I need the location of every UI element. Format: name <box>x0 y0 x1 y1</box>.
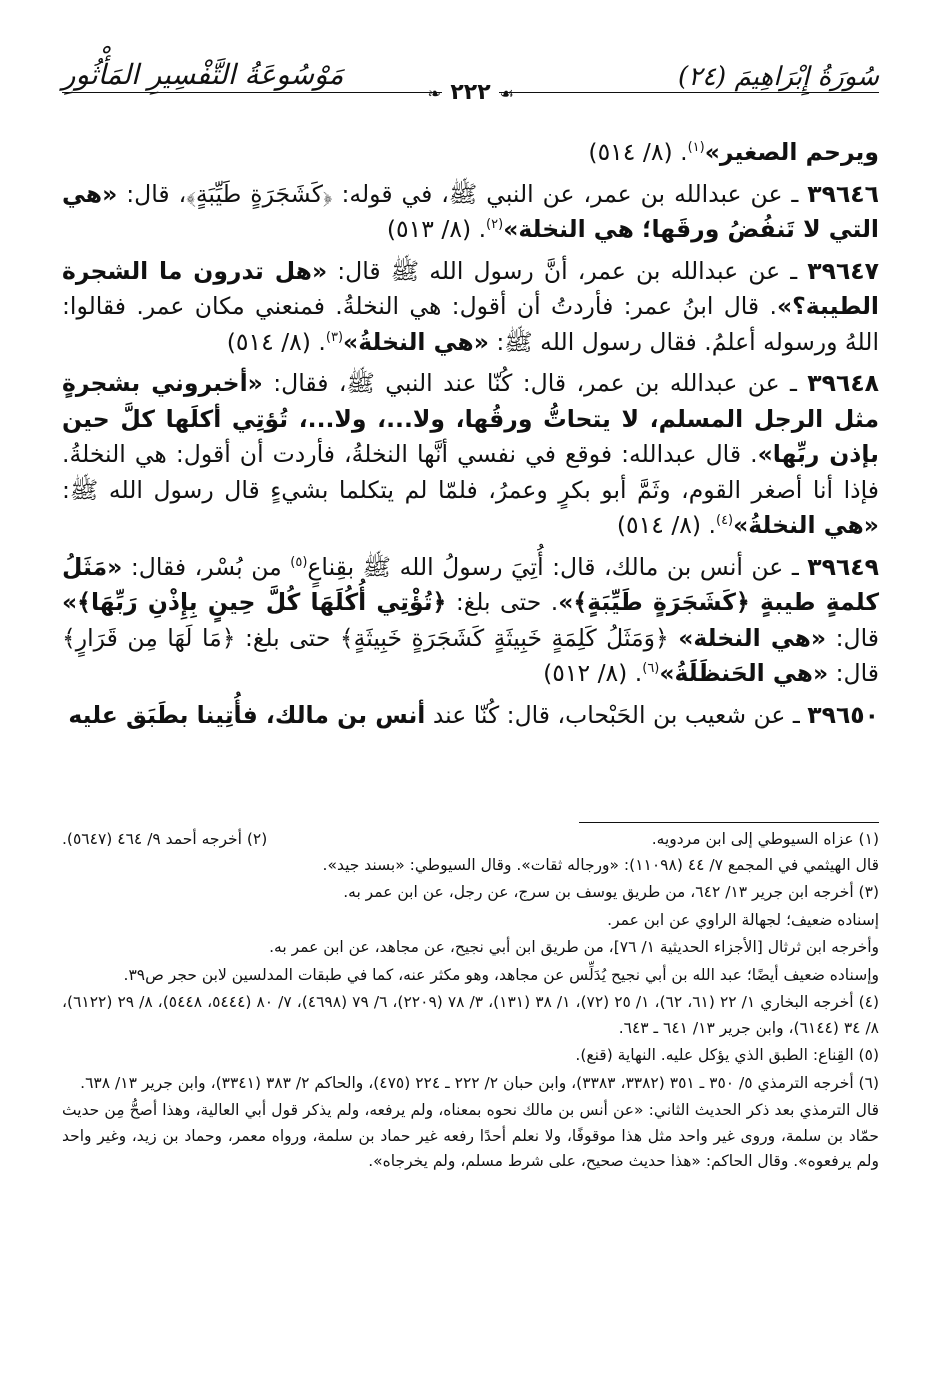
footnote-ref: (١) <box>687 140 705 156</box>
narration-text: ـ عن عبدالله بن عمر، عن النبي ﷺ، في قوله: ﴿كَشَجَرَةٍ طَيِّبَةٍ﴾، قال: <box>117 179 808 208</box>
footnote-3-comment: وأخرجه ابن ثرثال [الأجزاء الحديثية ١/ ٧٦]، من طريق ابن أبي نجيح، عن مجاهد، عن ابن عمر به. <box>269 938 879 956</box>
footnote-4: (٤) أخرجه البخاري ١/ ٢٢ (٦١، ٦٢)، ١/ ٢٥ (٧٢)، ١/ ٣٨ (١٣١)، ٣/ ٧٨ (٢٢٠٩)، ٦/ ٧٩ (٤٦٩٨)، ٧/ ٨٠ (٥٤٤٤، ٥٤٤٨)، ٨/ ٢٩ (٦١٢٢)، ٨/ ٣٤ (٦١٤٤)، وابن جرير ١٣/ ٦٤١ ـ ٦٤٣. <box>62 993 880 1037</box>
hadith-text: «مَثَلُ كلمةٍ طيبةٍ ﴿كَشَجَرَةٍ طَيِّبَةٍ﴾» <box>62 552 879 616</box>
hadith-39648 <box>62 366 879 544</box>
narration-text: . حتى بلغ: <box>446 588 559 616</box>
quran-verse: ﴿تُؤْتِي أُكُلَهَا كُلَّ حِينٍ بِإِذْنِ رَبِّهَا﴾» <box>62 588 447 616</box>
footnote-2: (٢) أخرجه أحمد ٩/ ٤٦٤ (٥٦٤٧). <box>62 830 268 848</box>
footnote-5: (٥) القِناع: الطبق الذي يؤكل عليه. النهاية (قنع). <box>575 1046 879 1064</box>
narration-text: ـ عن أنس بن مالك، قال: أُتِيَ رسولُ الله ﷺ بقِناعٍ <box>307 552 808 581</box>
hadith-text: ويرحم الصغير» <box>704 138 879 166</box>
page-number-box <box>0 80 941 105</box>
hadith-text: «هي النخلةُ» <box>733 511 879 539</box>
hadith-number: ٣٩٦٤٨ <box>807 369 880 397</box>
footnote-ref: (٣) <box>325 329 344 345</box>
hadith-text: «هل تدرون ما الشجرة الطيبة؟» <box>62 256 879 320</box>
footnote-3-comment: وإسناده ضعيف أيضًا؛ عبد الله بن أبي نجيح يُدَلِّس عن مجاهد، وهو مكثر عنه، كما في طبقات المدلسين لابن حجر ص٣٩. <box>123 965 879 984</box>
volume-ref: . (٨/ ٥١٣) <box>386 215 487 243</box>
hadith-39646 <box>62 177 879 248</box>
hadith-39647 <box>62 254 879 361</box>
hadith-39650 <box>62 698 879 734</box>
page-number: ٢٢٢ <box>442 80 498 105</box>
narration-text: من بُسْر، فقال: <box>122 552 291 581</box>
surah-title: سُورَةُ إِبْرَاهِيمَ (٢٤) <box>677 62 879 92</box>
hadith-text: «هي النخلةُ» <box>343 327 489 356</box>
volume-ref: . (٨/ ٥١٤) <box>588 138 688 166</box>
hadith-number: ٣٩٦٤٦ <box>807 179 879 208</box>
hadith-text: «أخبروني بشجرةٍ مثل الرجل المسلم، لا يتحاتُّ ورقُها، ولا...، ولا...، تُؤتِي أكلَها كلَّ حين بإذن ربِّها» <box>62 369 879 468</box>
narration-text: . قال ابنُ عمر: فأردتُ أن أقول: هي النخلةُ. فمنعني مكان عمر. فقالوا: اللهُ ورسوله أعلمُ. فقال رسول الله ﷺ: <box>62 292 879 356</box>
ornament-left-icon: ❧ <box>427 83 442 103</box>
book-title: مَوْسُوعَةُ التَّفْسِيرِ المَأْثُورِ <box>62 58 344 91</box>
volume-ref: . (٨/ ٥١٢) <box>543 659 643 687</box>
footnote-6: (٦) أخرجه الترمذي ٥/ ٣٥٠ ـ ٣٥١ (٣٣٨٢، ٣٣٨٣)، وابن حبان ٢/ ٢٢٢ ـ ٢٢٤ (٤٧٥)، والحاكم ٢/ ٣٨٣ (٣٣٤١)، وابن جرير ١٣/ ٦٣٨. <box>80 1073 879 1092</box>
volume-ref: . (٨/ ٥١٤) <box>226 327 326 356</box>
narration-text: قال: <box>826 623 879 652</box>
hadith-39649 <box>62 550 879 692</box>
paragraph-continuation <box>62 135 879 171</box>
hadith-text: «هي النخلة» <box>678 623 827 652</box>
main-text <box>62 135 879 739</box>
quran-verse: ﴿وَمَثَلُ كَلِمَةٍ خَبِيثَةٍ كَشَجَرَةٍ خَبِيثَةٍ﴾ حتى بلغ: ﴿مَا لَهَا مِن قَرَارٍ﴾ قال: <box>62 623 879 687</box>
footnote-ref: (٦) <box>642 661 660 677</box>
footnote-ref: (٤) <box>715 513 734 529</box>
hadith-number: ٣٩٦٤٧ <box>807 256 879 285</box>
narration-text: . قال عبدالله: فوقع في نفسي أنَّها النخلةُ، فأردت أن أقول: هي النخلةُ. فإذا أنا أصغر القوم، وثَمَّ أبو بكرٍ وعمرُ، فلمّا لم يتكلما بشيءٍ قال رسول الله ﷺ: <box>62 440 879 504</box>
footnote-row <box>62 827 879 853</box>
hadith-text: «هي الحَنظَلَةُ» <box>659 659 829 687</box>
footnotes <box>62 827 879 1177</box>
footnote-separator <box>579 822 879 823</box>
hadith-text: أنس بن مالك، فأُتِينا بطَبَق عليه <box>68 700 426 729</box>
volume-ref: . (٨/ ٥١٤) <box>616 511 716 539</box>
footnote-1: (١) عزاه السيوطي إلى ابن مردويه. <box>651 830 879 848</box>
hadith-text: «هي التي لا تَنفُضُ ورقَها؛ هي النخلة» <box>62 179 879 243</box>
ornament-right-icon: ☙ <box>499 83 514 103</box>
hadith-number: ٣٩٦٤٩ <box>807 552 879 581</box>
footnote-ref: (٢) <box>486 217 504 233</box>
footnote-2-comment: قال الهيثمي في المجمع ٧/ ٤٤ (١١٠٩٨): «ورجاله ثقات». وقال السيوطي: «بسند جيد». <box>322 855 879 874</box>
narration-text: ـ عن عبدالله بن عمر، أنَّ رسول الله ﷺ قال: <box>327 256 808 285</box>
footnote-ref: (٥) <box>290 554 308 570</box>
narration-text: ـ عن عبدالله بن عمر، قال: كُنّا عند النبي ﷺ، فقال: <box>262 369 808 397</box>
footnote-3: (٣) أخرجه ابن جرير ١٣/ ٦٤٢، من طريق يوسف بن سرج، عن رجل، عن ابن عمر به. <box>343 883 879 901</box>
footnote-6-comment: قال الترمذي بعد ذكر الحديث الثاني: «عن أنس بن مالك نحوه بمعناه، ولم يرفعه، ولم يذكر قول أبي العالية، وهذا أصحُّ مِن حديث حمّاد بن سلمة، وروى غير واحد مثل هذا موقوفًا، ولا نعلم أحدًا رفعه غير حماد بن سلمة، ورواه معمر، وحماد بن زيد، وغير واحد ولم يرفعوه». وقال الحاكم: «هذا حديث صحيح، على شرط مسلم، ولم يخرجاه». <box>62 1101 879 1170</box>
narration-text: ـ عن شعيب بن الحَبْحاب، قال: كُنّا عند <box>425 700 808 729</box>
footnote-3-comment: إسناده ضعيف؛ لجهالة الراوي عن ابن عمر. <box>607 910 879 929</box>
hadith-number: ٣٩٦٥٠ <box>807 700 879 729</box>
